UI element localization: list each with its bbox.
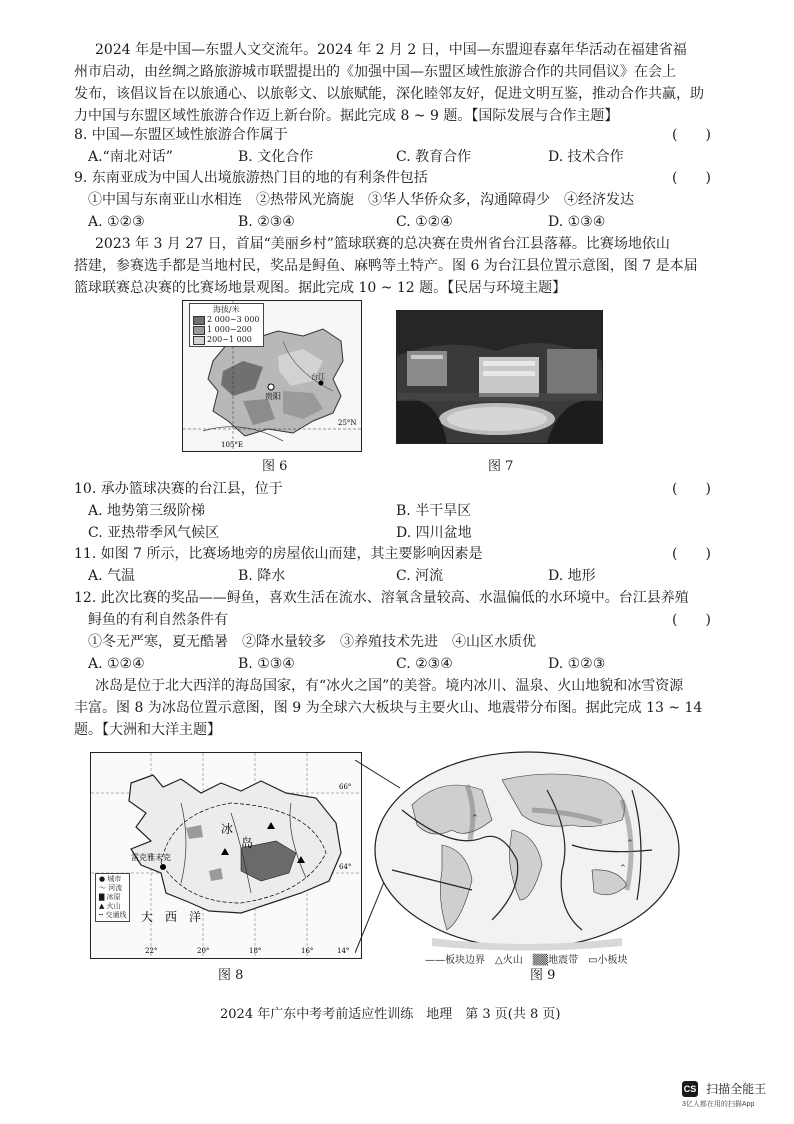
volcano-mark-2: ^ xyxy=(627,839,633,847)
q8-option-b: B. 文化合作 xyxy=(238,149,314,165)
intro3-line1: 冰岛是位于北大西洋的海岛国家，有“冰火之国”的美誉。境内冰川、温泉、火山地貌和冰雪资源 xyxy=(95,678,684,694)
atlantic-label: 大 西 洋 xyxy=(141,910,202,924)
q11-option-b: B. 降水 xyxy=(238,568,286,584)
q10-option-d: D. 四川盆地 xyxy=(396,525,472,541)
intro2-line2: 搭建，参赛选手都是当地村民，奖品是鲟鱼、麻鸭等土特产。图 6 为台江县位置示意图，图 7 是本届 xyxy=(74,258,698,274)
lon-label: 105°E xyxy=(221,441,243,449)
page-footer: 2024 年广东中考考前适应性训练 地理 第 3 页(共 8 页) xyxy=(220,1007,561,1022)
fig8-legend-ice: ▇ 冰原 xyxy=(99,893,121,901)
fig6-legend-row-2 xyxy=(193,325,260,335)
q8-option-a: A.“南北对话” xyxy=(88,149,173,165)
q10-stem: 10. 承办篮球决赛的台江县，位于 xyxy=(74,481,283,497)
q9-option-a: A. ①②③ xyxy=(88,214,145,230)
figure-9-plates-map xyxy=(372,750,682,955)
intro1-line2: 州市启动，由丝绸之路旅游城市联盟提出的《加强中国—东盟区域性旅游合作的共同倡议》在会上 xyxy=(74,64,676,80)
fig6-legend xyxy=(189,303,264,347)
lon-18-label: 18° xyxy=(249,947,262,955)
q12-answer-paren: ( ) xyxy=(672,612,711,628)
fig6-legend-title: 海拔/米 xyxy=(212,305,240,314)
guiyang-label: 贵阳 xyxy=(265,392,281,401)
q9-stem: 9. 东南亚成为中国人出境旅游热门目的地的有利条件包括 xyxy=(74,170,428,186)
figure-6-caption: 图 6 xyxy=(262,459,288,474)
fig8-legend-city-text: 城市 xyxy=(107,875,122,883)
intro2-line3: 篮球联赛总决赛的比赛场地景观图。据此完成 10 ~ 12 题。【民居与环境主题】 xyxy=(74,280,567,296)
lon-20-label: 20° xyxy=(197,947,210,955)
volcano-mark-3: ^ xyxy=(620,864,626,872)
plate-tectonics-map xyxy=(372,750,682,955)
lat-label: 25°N xyxy=(338,419,357,427)
fig6-legend-text-2: 1 000~200 xyxy=(207,325,252,334)
fig8-legend-city: ● 城市 xyxy=(99,875,122,883)
fig6-legend-row-1 xyxy=(193,315,260,325)
figure-6-map xyxy=(182,300,362,452)
iceland-label-1: 冰 xyxy=(221,822,234,836)
iceland-map xyxy=(91,753,361,958)
figure-8-iceland-map xyxy=(90,752,362,959)
q9-option-c: C. ①②④ xyxy=(396,214,453,230)
figure-9-caption: 图 9 xyxy=(530,968,556,983)
q11-stem: 11. 如图 7 所示，比赛场地旁的房屋依山而建，其主要影响因素是 xyxy=(74,546,483,562)
q10-option-b: B. 半干旱区 xyxy=(396,503,472,519)
q9-answer-paren: ( ) xyxy=(672,170,711,186)
volcano-mark-1: ^ xyxy=(472,814,478,822)
q9-option-b: B. ②③④ xyxy=(238,214,295,230)
intro1-line3: 发布，该倡议旨在以旅通心、以旅彰文、以旅赋能，深化睦邻友好，促进文明互鉴，推动合作共赢，助 xyxy=(74,86,704,102)
intro1-line4: 力中国与东盟区域性旅游合作迈上新台阶。据此完成 8 ~ 9 题。【国际发展与合作主题】 xyxy=(74,108,619,124)
q11-option-d: D. 地形 xyxy=(548,568,596,584)
fig8-legend-river: ～ 河流 xyxy=(99,884,123,892)
scanner-app-name: 扫描全能王 xyxy=(706,1082,767,1096)
lat-64-label: 64° xyxy=(339,863,352,871)
taijiang-marker xyxy=(319,381,324,386)
fig8-legend-road-text: 交通线 xyxy=(105,911,127,919)
intro3-line3: 题。【大洲和大洋主题】 xyxy=(74,722,221,738)
figure-9-legend: ——板块边界 △火山 ▒▒地震带 ▭小板块 xyxy=(425,955,628,966)
fig8-legend-ice-text: 冰原 xyxy=(106,893,121,901)
q12-option-d: D. ①②③ xyxy=(548,656,606,672)
scanner-tagline: 3亿人都在用的扫描App xyxy=(682,1101,755,1108)
guiyang-marker xyxy=(268,384,274,390)
q8-option-d: D. 技术合作 xyxy=(548,149,624,165)
q10-option-a: A. 地势第三级阶梯 xyxy=(88,503,206,519)
q9-items: ①中国与东南亚山水相连 ②热带风光旖旎 ③华人华侨众多，沟通障碍少 ④经济发达 xyxy=(88,192,634,208)
fig8-legend-river-text: 河流 xyxy=(108,884,123,892)
fig6-legend-row-3 xyxy=(193,335,260,345)
q9-option-d: D. ①③④ xyxy=(548,214,606,230)
fig8-legend-volcano-text: 火山 xyxy=(106,902,121,910)
fig6-legend-text-3: 200~1 000 xyxy=(207,335,252,344)
basketball-venue-photo xyxy=(397,311,602,443)
q11-option-c: C. 河流 xyxy=(396,568,444,584)
q12-stem-line1: 12. 此次比赛的奖品——鲟鱼，喜欢生活在流水、溶氧含量较高、水温偏低的水环境中。台江县养殖 xyxy=(74,590,689,606)
fig8-legend-volcano: ▲ 火山 xyxy=(99,902,121,910)
iceland-label-2: 岛 xyxy=(241,836,254,850)
q8-option-c: C. 教育合作 xyxy=(396,149,472,165)
q11-answer-paren: ( ) xyxy=(672,546,711,562)
figure-7-photo xyxy=(396,310,603,444)
q12-items: ①冬无严寒，夏无酷暑 ②降水量较多 ③养殖技术先进 ④山区水质优 xyxy=(88,634,536,650)
q8-stem: 8. 中国—东盟区域性旅游合作属于 xyxy=(74,127,288,143)
q12-option-a: A. ①②④ xyxy=(88,656,145,672)
figure-7-caption: 图 7 xyxy=(488,459,514,474)
q12-stem-line2: 鲟鱼的有利自然条件有 xyxy=(88,612,228,628)
scanner-watermark xyxy=(682,1078,766,1109)
intro1-line1: 2024 年是中国—东盟人文交流年。2024 年 2 月 2 日，中国—东盟迎春嘉年华活动在福建省福 xyxy=(95,42,687,58)
taijiang-label: 台江 xyxy=(311,373,325,381)
intro3-line2: 丰富。图 8 为冰岛位置示意图，图 9 为全球六大板块与主要火山、地震带分布图。据此完成 13 ~ 14 xyxy=(74,700,703,716)
fig6-legend-text-1: 2 000~3 000 xyxy=(207,315,260,324)
q8-answer-paren: ( ) xyxy=(672,127,711,143)
reykjavik-marker xyxy=(160,864,166,870)
fig8-legend-road: ┅ 交通线 xyxy=(99,911,127,919)
figure-8-caption: 图 8 xyxy=(218,968,244,983)
q10-answer-paren: ( ) xyxy=(672,481,711,497)
q12-option-c: C. ②③④ xyxy=(396,656,453,672)
intro2-line1: 2023 年 3 月 27 日，首届“美丽乡村”篮球联赛的总决赛在贵州省台江县落幕。比赛场地依山 xyxy=(95,236,670,252)
q10-option-c: C. 亚热带季风气候区 xyxy=(88,525,220,541)
q11-option-a: A. 气温 xyxy=(88,568,136,584)
fig8-legend xyxy=(95,873,130,922)
reykjavik-label: 雷克雅未克 xyxy=(131,853,171,862)
scanner-logo-icon: CS xyxy=(682,1081,698,1097)
q12-option-b: B. ①③④ xyxy=(238,656,295,672)
lon-22-label: 22° xyxy=(145,947,158,955)
lat-66-label: 66° xyxy=(339,783,352,791)
lon-14-label: 14° xyxy=(337,947,350,955)
lon-16-label: 16° xyxy=(301,947,314,955)
